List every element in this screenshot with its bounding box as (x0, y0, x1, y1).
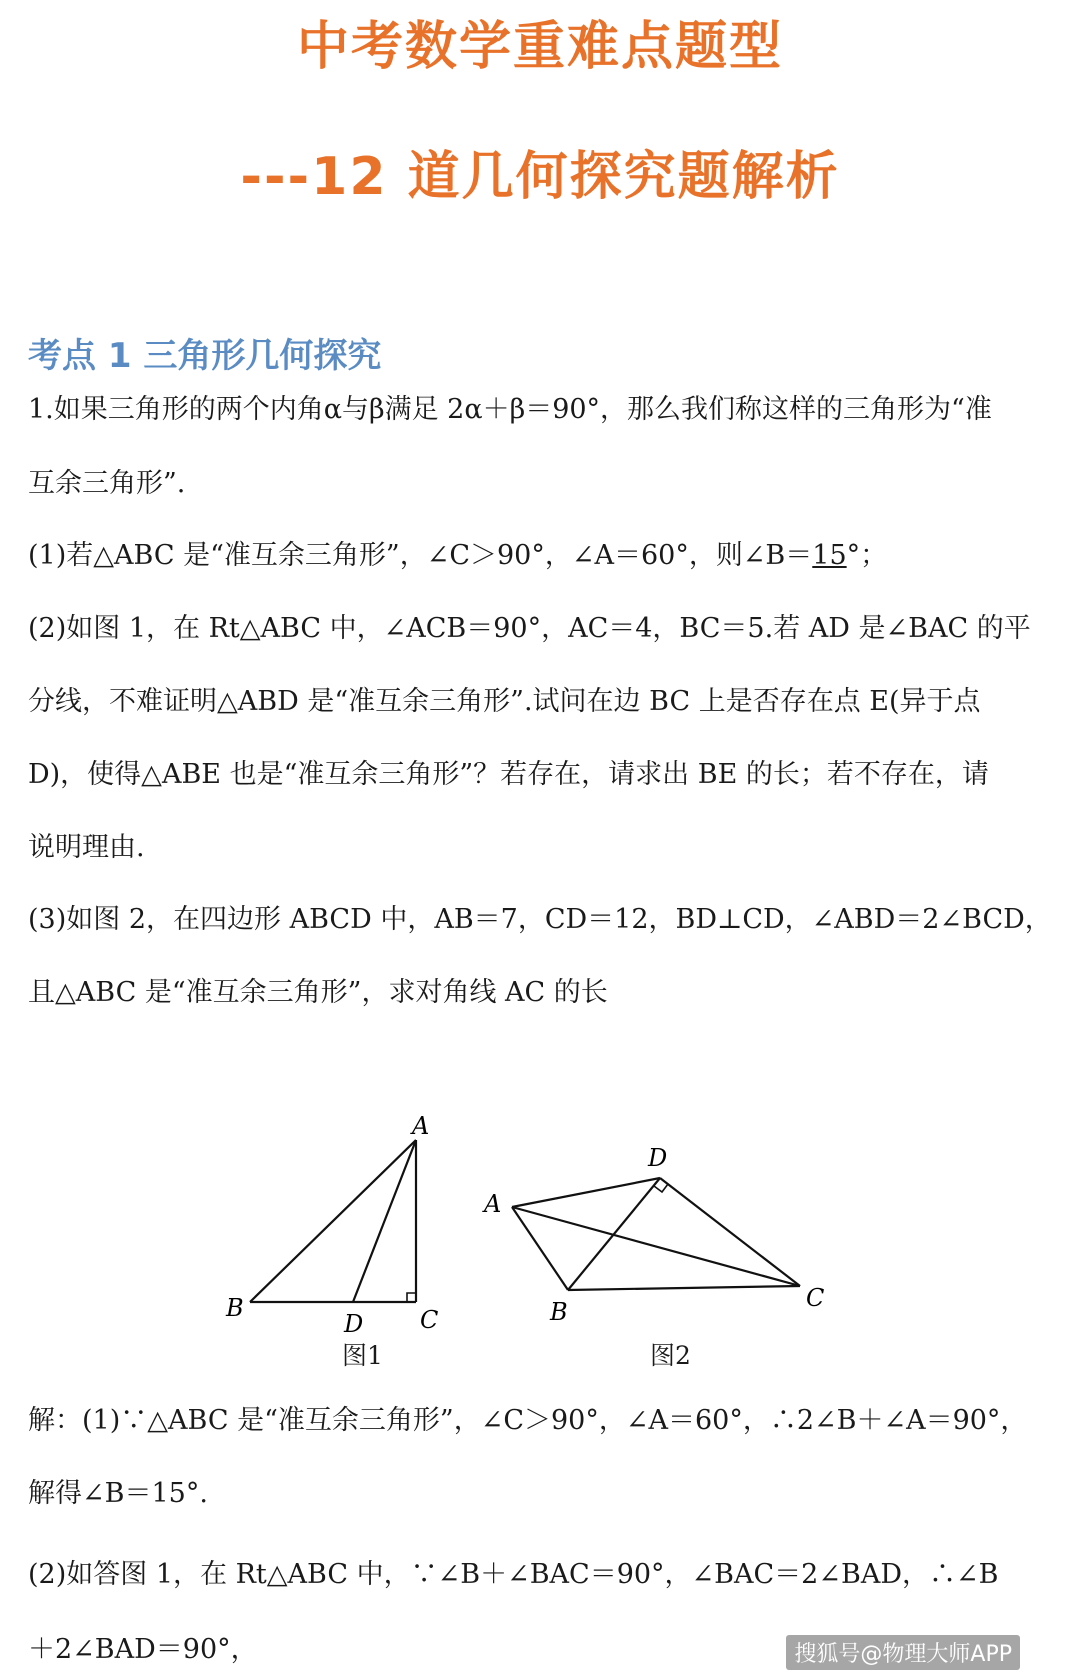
solution-line-2: 解得∠B＝15°. (28, 1478, 208, 1509)
title-line-2: ---12 道几何探究题解析 (240, 147, 840, 207)
problem-line-2: 互余三角形”. (28, 468, 186, 499)
fig1-right-angle-mark (407, 1293, 416, 1302)
solution-line-3: (2)如答图 1，在 Rt△ABC 中，∵∠B＋∠BAC＝90°，∠BAC＝2∠BAD，∴∠B (28, 1559, 999, 1590)
fig2-right-angle-mark (654, 1184, 668, 1192)
solution-line-1: 解：(1)∵△ABC 是“准互余三角形”，∠C＞90°，∠A＝60°，∴2∠B＋∠A＝90°， (28, 1405, 1028, 1436)
fig2-label-c: C (806, 1284, 825, 1312)
part1-suffix: °； (846, 540, 888, 571)
fig1-label-b: B (226, 1294, 244, 1322)
fig2-label-a: A (484, 1190, 502, 1218)
problem-line-1: 1.如果三角形的两个内角α与β满足 2α＋β＝90°，那么我们称这样的三角形为“准 (28, 394, 992, 425)
fig2-segment-dc (660, 1178, 800, 1286)
figure-2-caption: 图2 (650, 1341, 691, 1370)
fig1-label-d: D (344, 1310, 364, 1338)
part1-answer: 15 (812, 540, 847, 571)
part2-line-4: 说明理由. (28, 832, 145, 863)
solution-line-4: ＋2∠BAD＝90°， (28, 1634, 258, 1665)
part2-line-3: D)，使得△ABE 也是“准互余三角形”？若存在，请求出 BE 的长；若不存在，请 (28, 759, 989, 790)
section-title: 考点 1 三角形几何探究 (28, 336, 382, 376)
fig2-diagonal-ac (512, 1207, 800, 1286)
fig1-segment-ad (353, 1140, 416, 1302)
figure-2 (478, 1138, 838, 1328)
fig1-segment-ab (250, 1140, 416, 1302)
part1-line (28, 538, 887, 574)
part2-line-1: (2)如图 1，在 Rt△ABC 中，∠ACB＝90°，AC＝4，BC＝5.若 AD 是∠BAC 的平 (28, 613, 1031, 644)
fig1-label-c: C (420, 1306, 439, 1334)
fig2-segment-ad (512, 1178, 660, 1207)
fig2-diagonal-bd (568, 1178, 660, 1290)
figure-1-caption: 图1 (342, 1341, 383, 1370)
fig1-label-a: A (412, 1112, 430, 1140)
fig2-segment-cb (568, 1286, 800, 1290)
fig2-label-d: D (648, 1144, 668, 1172)
title-line-1: 中考数学重难点题型 (296, 17, 783, 77)
part2-line-2: 分线，不难证明△ABD 是“准互余三角形”.试问在边 BC 上是否存在点 E(异于点 (28, 686, 981, 717)
figure-1 (220, 1110, 470, 1340)
fig2-label-b: B (550, 1298, 568, 1326)
part3-line-2: 且△ABC 是“准互余三角形”，求对角线 AC 的长 (28, 977, 608, 1008)
part1-prefix: (1)若△ABC 是“准互余三角形”，∠C＞90°，∠A＝60°，则∠B＝ (28, 540, 813, 571)
watermark: 搜狐号@物理大师APP (786, 1635, 1020, 1670)
part3-line-1: (3)如图 2，在四边形 ABCD 中，AB＝7，CD＝12，BD⊥CD，∠ABD＝2∠BCD， (28, 904, 1052, 935)
